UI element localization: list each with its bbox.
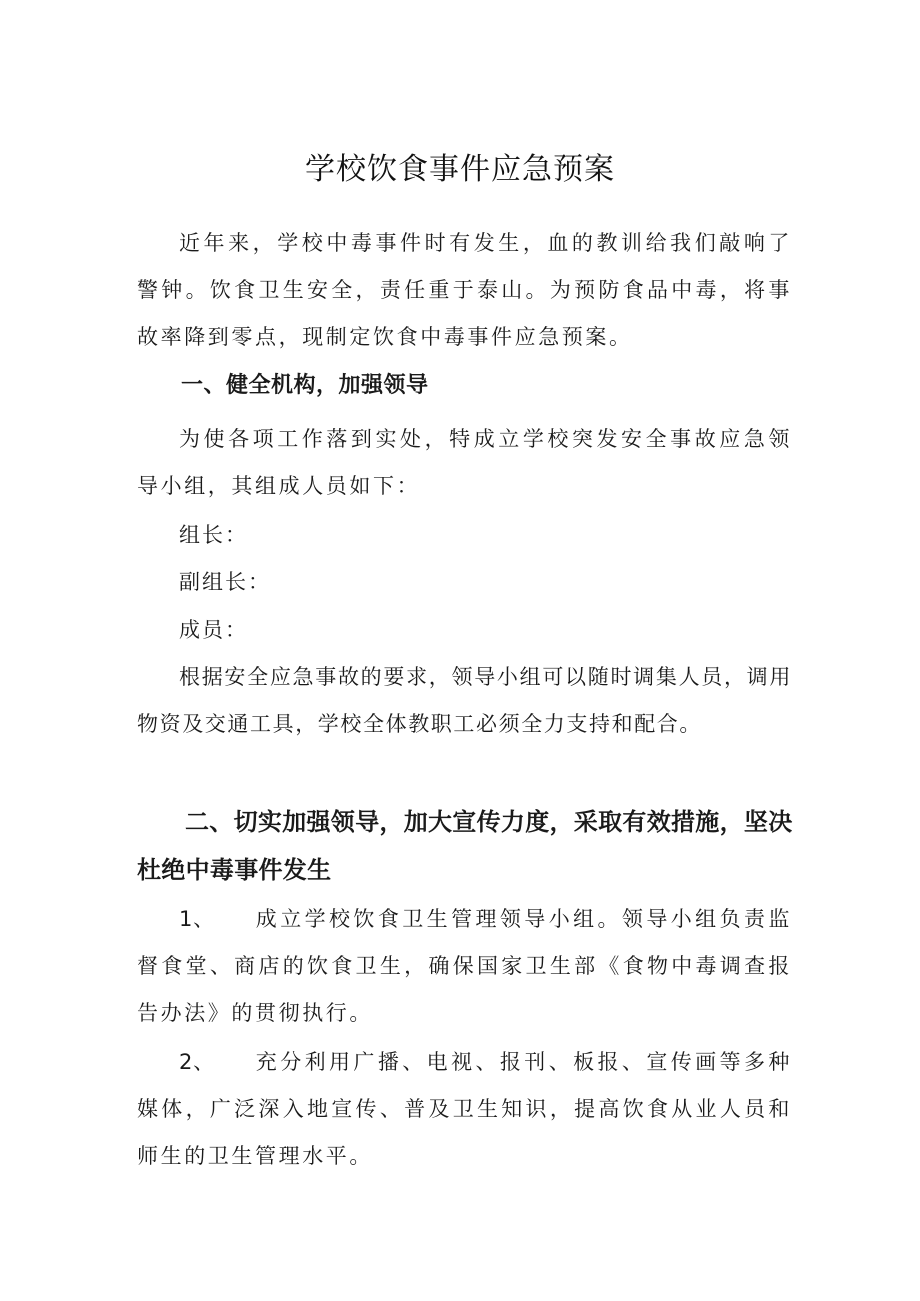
item-2-text: 充分利用广播、电视、报刊、板报、宣传画等多种媒体，广泛深入地宣传、普及卫生知识，提高饮食从业人员和师生的卫生管理水平。 — [137, 1050, 792, 1168]
section1-paragraph: 为使各项工作落到实处，特成立学校突发安全事故应急领导小组，其组成人员如下： — [137, 427, 792, 498]
section2-item-1 — [137, 896, 792, 1037]
leader-line: 组长： — [179, 523, 248, 547]
document-title: 学校饮食事件应急预案 — [305, 152, 615, 187]
deputy-leader-line: 副组长： — [179, 570, 271, 594]
section1-support-paragraph: 根据安全应急事故的要求，领导小组可以随时调集人员，调用物资及交通工具，学校全体教职工必须全力支持和配合。 — [137, 665, 792, 736]
item-1-text: 成立学校饮食卫生管理领导小组。领导小组负责监督食堂、商店的饮食卫生，确保国家卫生部《食物中毒调查报告办法》的贯彻执行。 — [137, 907, 792, 1025]
section2-heading: 二、切实加强领导，加大宣传力度，采取有效措施，坚决杜绝中毒事件发生 — [137, 808, 793, 884]
item-1-number: 1、 — [179, 907, 215, 931]
intro-paragraph: 近年来，学校中毒事件时有发生，血的教训给我们敲响了警钟。饮食卫生安全，责任重于泰山。为预防食品中毒，将事故率降到零点，现制定饮食中毒事件应急预案。 — [137, 231, 792, 349]
members-line: 成员： — [179, 618, 248, 642]
section1-heading: 一、健全机构，加强领导 — [181, 373, 429, 398]
item-2-number: 2、 — [179, 1050, 215, 1074]
section2-item-2 — [137, 1039, 792, 1180]
